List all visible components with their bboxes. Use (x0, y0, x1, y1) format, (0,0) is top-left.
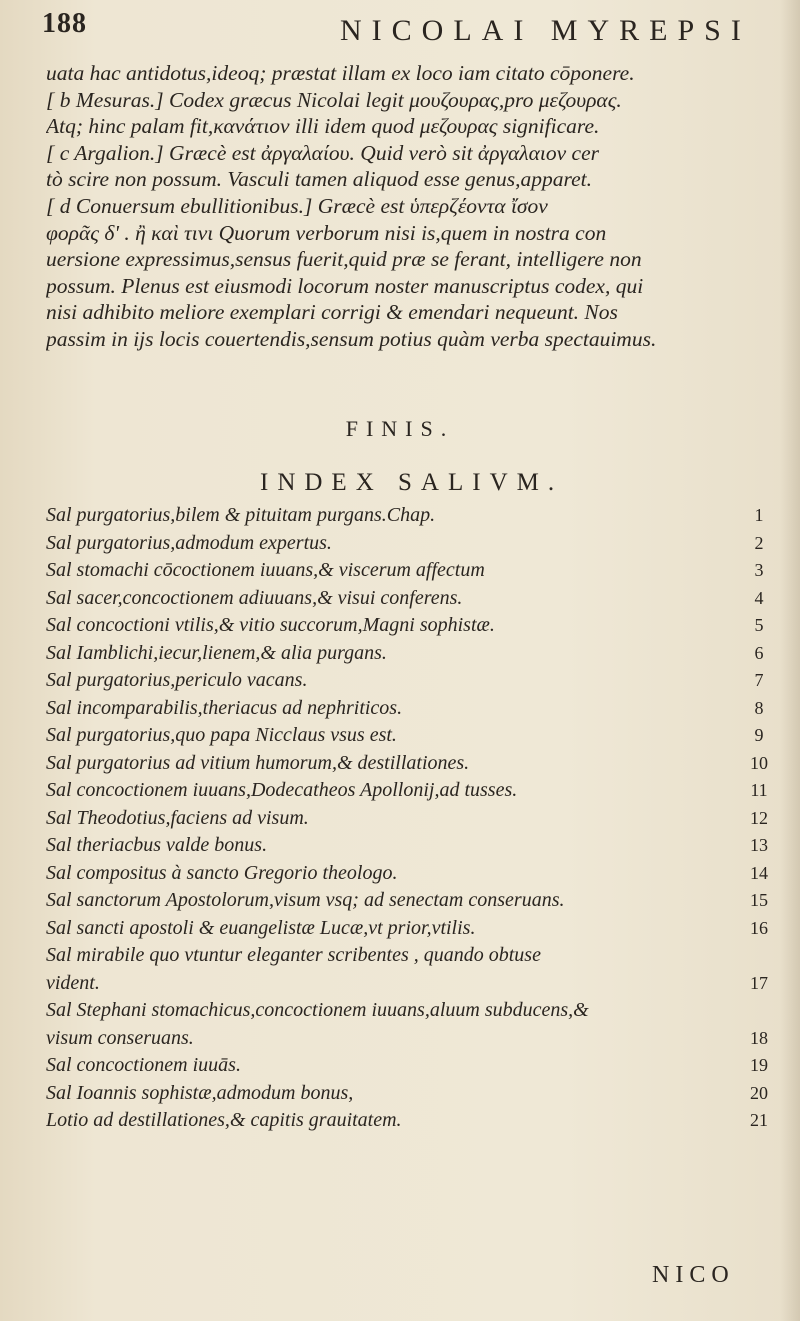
catchword: NICO (652, 1262, 735, 1288)
index-entry (46, 695, 776, 723)
index-entry (46, 750, 776, 778)
index-entry-number: 11 (750, 780, 768, 800)
index-entry (46, 860, 776, 888)
index-entry-number: 3 (754, 560, 764, 580)
index-entry (46, 805, 776, 833)
annotation-line: uersione expressimus,sensus fuerit,quid præ se ferant, intelligere non (46, 247, 642, 272)
index-entry-text: Sal purgatorius ad vitium humorum,& destillationes. (46, 751, 470, 774)
index-entry-text: Sal concoctionem iuuans,Dodecatheos Apollonij,ad tusses. (46, 779, 518, 801)
index-entry-text: Sal concoctionem iuuās. (46, 1054, 241, 1076)
index-entry-text: visum conseruans. (46, 1026, 194, 1049)
index-entry-text: Sal sanctorum Apostolorum,visum vsq; ad senectam conseruans. (46, 889, 565, 911)
index-entry-number: 18 (750, 1027, 768, 1048)
index-entry-text: Lotio ad destillationes,& capitis grauitatem. (46, 1109, 402, 1131)
index-entry-text: Sal Stephani stomachicus,concoctionem iuuans,aluum subducens,& (46, 999, 589, 1021)
index-entry-number: 9 (754, 725, 764, 745)
index-entry (46, 942, 776, 997)
index-entry-number: 13 (750, 835, 768, 855)
index-entry-number: 20 (750, 1082, 768, 1103)
annotation-line: [ c Argalion.] Græcè est ἀργαλαίου. Quid verò sit ἀργαλαιον cer (46, 140, 599, 165)
index-entry (46, 1107, 776, 1135)
page-number: 188 (42, 8, 87, 39)
index-entry (46, 887, 776, 915)
index-entry-text: Sal theriacbus valde bonus. (46, 834, 268, 856)
index-entry-number: 4 (754, 587, 764, 608)
index-entry (46, 502, 776, 530)
index-entry-number: 6 (754, 642, 764, 663)
index-entry-text: Sal sacer,concoctionem adiuuans,& visui conferens. (46, 586, 463, 609)
index-entry-text: Sal incomparabilis,theriacus ad nephriticos. (46, 696, 403, 719)
index-entry-number: 16 (750, 917, 768, 938)
index-entry-number: 15 (750, 890, 768, 910)
index-entry-number: 10 (750, 752, 768, 773)
index-entry-number: 2 (754, 532, 764, 553)
index-title: INDEX SALIVM. (260, 469, 564, 496)
index-entry-text: Sal purgatorius,periculo vacans. (46, 669, 308, 691)
index-entry-number: 5 (754, 615, 764, 635)
index-entry (46, 915, 776, 943)
index-entry-text: Sal stomachi cōcoctionem iuuans,& viscerum affectum (46, 559, 485, 581)
index-entry-text: Sal purgatorius,admodum expertus. (46, 531, 332, 554)
annotation-line: tò scire non possum. Vasculi tamen aliquod esse genus,apparet. (46, 167, 593, 192)
index-entry-number: 7 (754, 670, 764, 690)
index-entry-number: 19 (750, 1055, 768, 1075)
index-entry-number: 21 (750, 1110, 768, 1130)
index-entry (46, 530, 776, 558)
index-entry (46, 1052, 776, 1080)
index-entry-number: 14 (750, 862, 768, 883)
index-entry (46, 557, 776, 585)
index-entry-text: Sal Theodotius,faciens ad visum. (46, 806, 309, 829)
index-list (46, 502, 776, 1135)
annotation-line: [ b Mesuras.] Codex græcus Nicolai legit μουζουρας,pro μεζουρας. (46, 87, 622, 112)
index-entry-text: Sal purgatorius,quo papa Nicclaus vsus est. (46, 724, 397, 746)
annotation-line: φορᾶς δ' . ἢ καὶ τινι Quorum verborum nisi is,quem in nostra con (46, 220, 607, 245)
annotation-line: uata hac antidotus,ideoq; præstat illam ex loco iam citato cōponere. (46, 61, 635, 85)
page-header (42, 8, 762, 52)
index-entry-number: 8 (754, 697, 764, 718)
index-entry (46, 612, 776, 640)
annotation-line: [ d Conuersum ebullitionibus.] Græcè est ὑπερζέοντα ἴσον (46, 193, 548, 218)
index-entry-text: Sal sancti apostoli & euangelistæ Lucæ,vt prior,vtilis. (46, 916, 476, 939)
index-entry-text: Sal Iamblichi,iecur,lienem,& alia purgans. (46, 641, 387, 664)
index-entry-text: Sal purgatorius,bilem & pituitam purgans.Chap. (46, 504, 436, 526)
index-entry-number: 1 (754, 505, 764, 525)
index-entry (46, 585, 776, 613)
annotation-line: nisi adhibito meliore exemplari corrigi & emendari nequeunt. Nos (46, 300, 618, 325)
index-entry (46, 1080, 776, 1108)
index-entry (46, 832, 776, 860)
finis-label: FINIS. (345, 416, 455, 441)
index-entry (46, 667, 776, 695)
running-title: NICOLAI MYREPSI (340, 14, 751, 47)
index-entry-text: vident. (46, 971, 100, 994)
index-entry (46, 997, 776, 1052)
index-entry-text: Sal concoctioni vtilis,& vitio succorum,Magni sophistæ. (46, 614, 495, 636)
index-entry (46, 640, 776, 668)
annotation-line: possum. Plenus est eiusmodi locorum noster manuscriptus codex, qui (46, 273, 644, 298)
index-entry-text: Sal Ioannis sophistæ,admodum bonus, (46, 1081, 354, 1104)
index-entry-text: Sal mirabile quo vtuntur eleganter scribentes , quando obtuse (46, 944, 541, 966)
index-entry (46, 777, 776, 805)
index-entry-number: 12 (750, 807, 768, 828)
index-entry-text: Sal compositus à sancto Gregorio theologo. (46, 861, 398, 884)
annotation-line: Atq; hinc palam fit,κανάτιον illi idem quod μεζουρας significare. (46, 114, 600, 139)
page-edge-shadow (780, 0, 800, 1321)
index-entry-number: 17 (750, 972, 768, 993)
index-entry (46, 722, 776, 750)
annotation-line: passim in ijs locis couertendis,sensum potius quàm verba spectauimus. (46, 326, 657, 351)
annotations-block (46, 60, 774, 353)
